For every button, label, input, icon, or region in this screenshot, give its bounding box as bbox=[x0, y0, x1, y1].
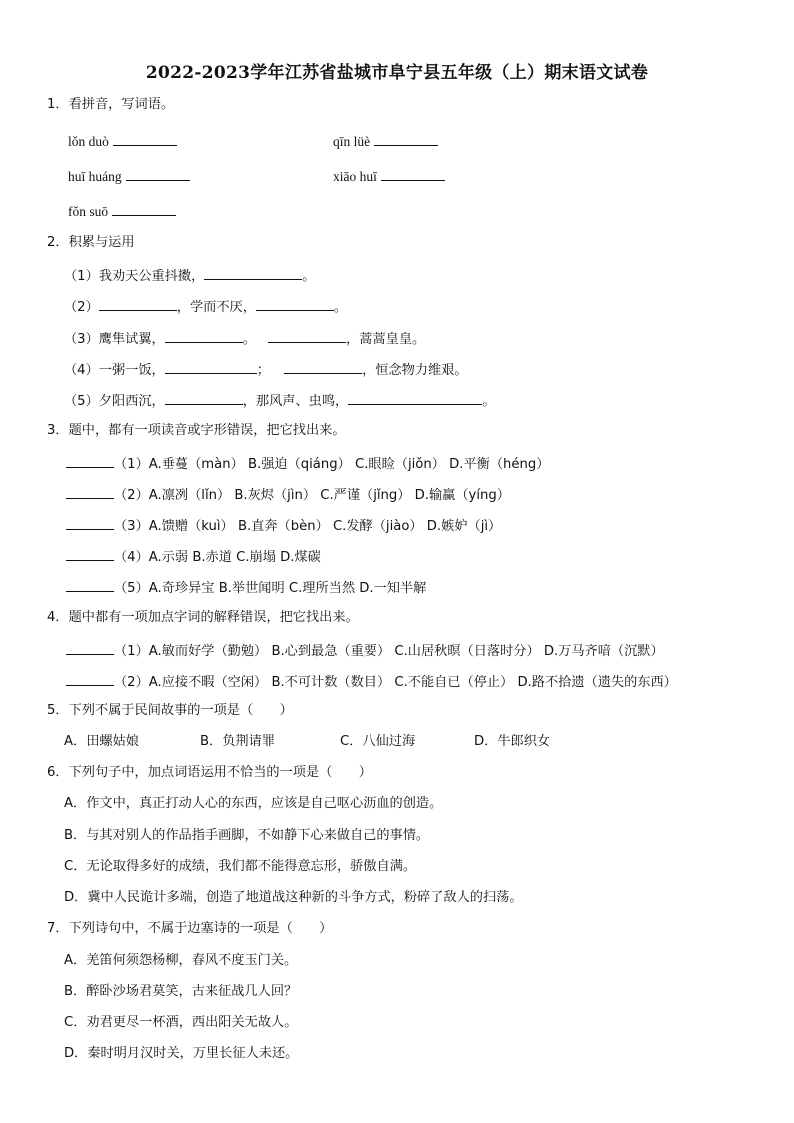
answer-blank[interactable] bbox=[113, 131, 177, 146]
answer-blank[interactable] bbox=[66, 515, 114, 530]
q5-stem: 5．下列不属于民间故事的一项是（ ） bbox=[47, 703, 293, 718]
q5-option-c[interactable]: C．八仙过海 bbox=[340, 734, 416, 749]
text: ，那风声、虫鸣， bbox=[242, 394, 349, 409]
q2-line-3 bbox=[64, 328, 425, 349]
text: ； bbox=[256, 363, 270, 378]
q7-option-d[interactable]: D．秦时明月汉时关，万里长征人未还。 bbox=[64, 1046, 299, 1061]
q7-option-a[interactable]: A．羌笛何须怨杨柳，春风不度玉门关。 bbox=[64, 953, 298, 968]
answer-blank[interactable] bbox=[256, 296, 334, 311]
q3-stem: 3．题中，都有一项读音或字形错误，把它找出来。 bbox=[47, 423, 346, 438]
text: 。 bbox=[333, 300, 348, 315]
q6-option-d[interactable]: D．冀中人民诡计多端，创造了地道战这种新的斗争方式，粉碎了敌人的扫荡。 bbox=[64, 890, 523, 905]
text: （3）鹰隼试翼， bbox=[64, 332, 165, 347]
item-text: （2）A.应接不暇（空闲） B.不可计数（数目） C.不能自已（停止） D.路不拾遗（遗失的东西） bbox=[114, 675, 677, 690]
pinyin: lǒn duò bbox=[68, 134, 109, 149]
answer-blank[interactable] bbox=[204, 265, 302, 280]
q1-item-5 bbox=[68, 201, 176, 222]
q5-option-a[interactable]: A．田螺姑娘 bbox=[64, 734, 139, 749]
q4-stem: 4．题中都有一项加点字词的解释错误，把它找出来。 bbox=[47, 610, 359, 625]
q3-item-3 bbox=[66, 515, 501, 536]
text: ，恒念物力维艰。 bbox=[362, 363, 468, 378]
q1-item-4 bbox=[333, 166, 445, 187]
answer-blank[interactable] bbox=[66, 546, 114, 561]
answer-blank[interactable] bbox=[348, 390, 482, 405]
q2-line-5 bbox=[64, 390, 495, 411]
text: （2） bbox=[64, 300, 99, 315]
q7-option-b[interactable]: B．醉卧沙场君莫笑，古来征战几人回？ bbox=[64, 984, 298, 999]
text: 。 bbox=[302, 269, 316, 284]
answer-blank[interactable] bbox=[126, 166, 190, 181]
answer-blank[interactable] bbox=[165, 359, 257, 374]
q1-item-3 bbox=[68, 166, 190, 187]
answer-blank[interactable] bbox=[381, 166, 445, 181]
text: ，蒿蒿皇皇。 bbox=[346, 332, 426, 347]
answer-blank[interactable] bbox=[66, 484, 114, 499]
answer-blank[interactable] bbox=[284, 359, 362, 374]
pinyin: huī huáng bbox=[68, 169, 122, 184]
answer-blank[interactable] bbox=[112, 201, 176, 216]
q5-option-d[interactable]: D．牛郎织女 bbox=[474, 734, 551, 749]
q6-stem: 6．下列句子中，加点词语运用不恰当的一项是（ ） bbox=[47, 765, 372, 780]
exam-title: 2022-2023学年江苏省盐城市阜宁县五年级（上）期末语文试卷 bbox=[145, 63, 649, 83]
text: 。 bbox=[242, 332, 256, 347]
q3-item-2 bbox=[66, 484, 510, 505]
item-text: （1）A.垂蔓（màn） B.强迫（qiáng） C.眼睑（jiǒn） D.平衡（héng） bbox=[114, 457, 550, 472]
q7-stem: 7．下列诗句中，不属于边塞诗的一项是（ ） bbox=[47, 921, 333, 936]
text: （1）我劝天公重抖擞， bbox=[64, 269, 205, 284]
q6-option-c[interactable]: C．无论取得多好的成绩，我们都不能得意忘形，骄傲自满。 bbox=[64, 859, 417, 874]
q3-item-5 bbox=[66, 577, 426, 598]
answer-blank[interactable] bbox=[66, 577, 114, 592]
q3-item-4 bbox=[66, 546, 321, 567]
q3-item-1 bbox=[66, 453, 549, 474]
pinyin: xiāo huī bbox=[333, 169, 377, 184]
q1-stem: 1．看拼音，写词语。 bbox=[47, 97, 175, 112]
item-text: （4）A.示弱 B.赤道 C.崩塌 D.煤碳 bbox=[114, 550, 321, 565]
answer-blank[interactable] bbox=[99, 296, 177, 311]
answer-blank[interactable] bbox=[165, 328, 243, 343]
item-text: （2）A.凛冽（lǐn） B.灰烬（jìn） C.严谨（jǐng） D.输赢（yíng） bbox=[114, 488, 510, 503]
text: ，学而不厌， bbox=[176, 300, 256, 315]
q1-item-1 bbox=[68, 131, 177, 152]
q2-line-1 bbox=[64, 265, 315, 286]
q7-option-c[interactable]: C．劝君更尽一杯酒，西出阳关无故人。 bbox=[64, 1015, 298, 1030]
item-text: （5）A.奇珍异宝 B.举世闻明 C.理所当然 D.一知半解 bbox=[114, 581, 427, 596]
q6-option-b[interactable]: B．与其对别人的作品指手画脚，不如静下心来做自己的事情。 bbox=[64, 828, 430, 843]
q6-option-a[interactable]: A．作文中，真正打动人心的东西，应该是自己呕心沥血的创造。 bbox=[64, 796, 443, 811]
text: （5）夕阳西沉， bbox=[64, 394, 165, 409]
answer-blank[interactable] bbox=[66, 453, 114, 468]
q4-item-2 bbox=[66, 671, 677, 692]
q2-line-4 bbox=[64, 359, 468, 380]
answer-blank[interactable] bbox=[66, 671, 114, 686]
pinyin: fǒn suō bbox=[68, 204, 109, 219]
q2-line-2 bbox=[64, 296, 347, 317]
q2-stem: 2．积累与运用 bbox=[47, 235, 135, 250]
q1-item-2 bbox=[333, 131, 438, 152]
text: 。 bbox=[482, 394, 496, 409]
q4-item-1 bbox=[66, 640, 664, 661]
pinyin: qīn lüè bbox=[333, 134, 371, 149]
answer-blank[interactable] bbox=[165, 390, 243, 405]
item-text: （1）A.敏而好学（勤勉） B.心到最急（重要） C.山居秋暝（日落时分） D.万马齐喑（沉默） bbox=[114, 644, 664, 659]
q5-option-b[interactable]: B．负荆请罪 bbox=[200, 734, 275, 749]
answer-blank[interactable] bbox=[374, 131, 438, 146]
text: （4）一粥一饭， bbox=[64, 363, 165, 378]
item-text: （3）A.馈赠（kuì） B.直奔（bèn） C.发酵（jiào） D.嫉妒（jì） bbox=[114, 519, 502, 534]
answer-blank[interactable] bbox=[66, 640, 114, 655]
answer-blank[interactable] bbox=[268, 328, 346, 343]
